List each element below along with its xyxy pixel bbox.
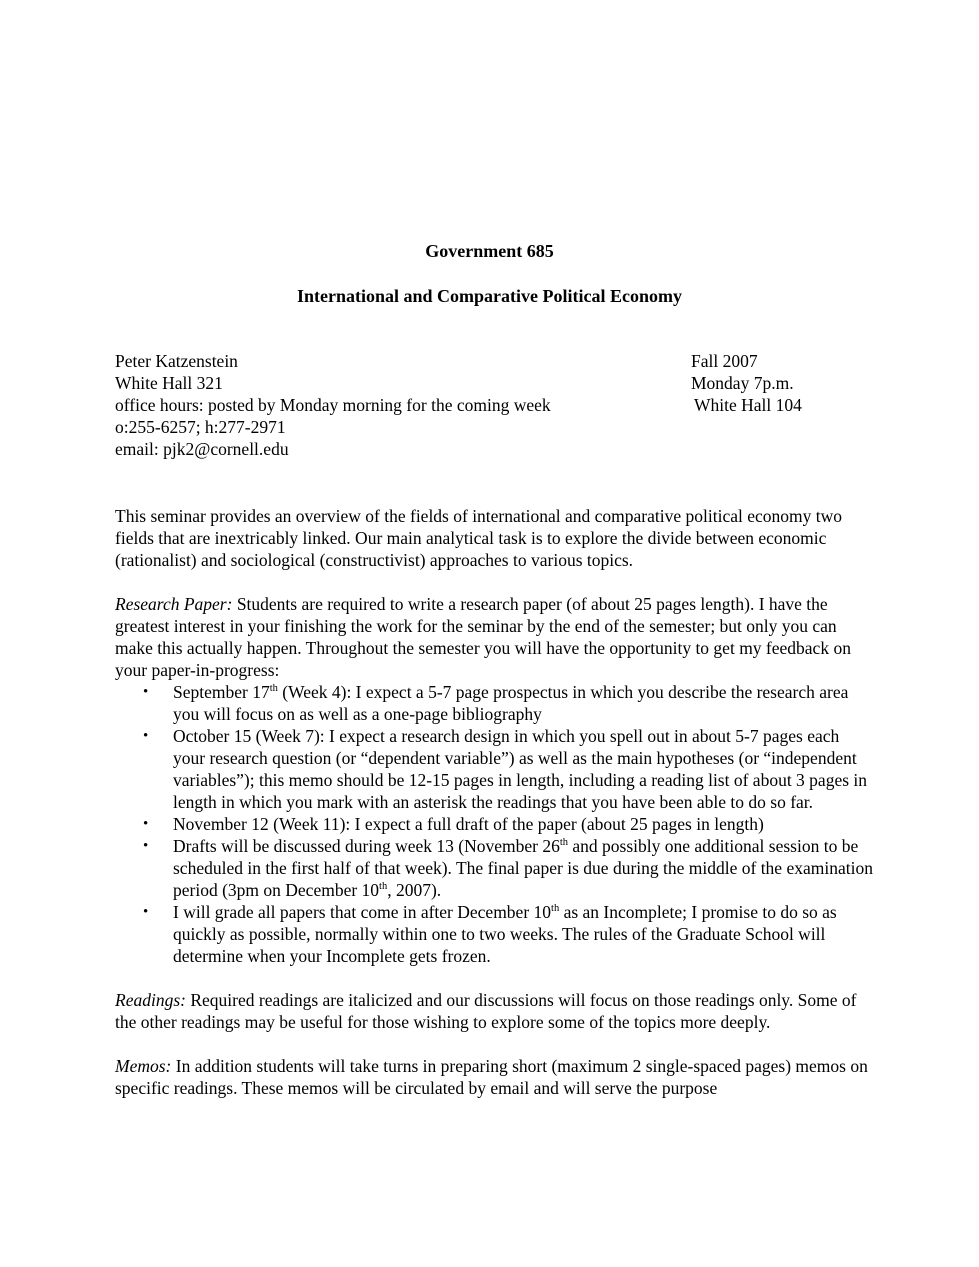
memos-text: In addition students will take turns in preparing short (maximum 2 single-spaced pages) memos on specific readings. These memos will be circulated by email and will serve the purpose [115, 1056, 868, 1098]
bullet-icon: • [143, 904, 149, 920]
course-title: International and Comparative Political Economy [297, 286, 682, 306]
memos-lead: Memos: [115, 1056, 172, 1076]
meeting-room: White Hall 104 [694, 395, 802, 415]
research-paper-paragraph [115, 593, 875, 681]
milestone-text: as an Incomplete; I promise to do so as quickly as possible, normally within one to two weeks. The rules of the Graduate School will determine when your Incomplete gets frozen. [173, 902, 837, 966]
ordinal-suffix: th [551, 903, 560, 915]
instructor-info [115, 350, 551, 460]
research-paper-lead: Research Paper: [115, 594, 233, 614]
milestone-text: September 17 [173, 682, 270, 702]
list-item [115, 901, 875, 967]
milestone-text: and possibly one additional session to be scheduled in the first half of that week). The final paper is due during the middle of the examination period (3pm on December 10 [173, 836, 873, 900]
bullet-icon: • [143, 684, 149, 700]
intro-paragraph: This seminar provides an overview of the fields of international and comparative political economy two fields that are inextricably linked. Our main analytical task is to explore the divide between economic (rationalist) and sociological (constructivist) approaches to various topics. [115, 506, 843, 570]
ordinal-suffix: th [379, 881, 388, 893]
milestone-text: Drafts will be discussed during week 13 (November 26 [173, 836, 560, 856]
readings-text: Required readings are italicized and our discussions will focus on those readings only. Some of the other readings may be useful for those wishing to explore some of the topics more deeply. [115, 990, 857, 1032]
milestone-list [115, 681, 875, 967]
office-hours: office hours: posted by Monday morning for the coming week [115, 395, 551, 415]
course-number: Government 685 [425, 241, 554, 261]
ordinal-suffix: th [269, 683, 278, 695]
phone-numbers: o:255-6257; h:277-2971 [115, 417, 286, 437]
research-paper-text: Students are required to write a research paper (of about 25 pages length). I have the greatest interest in your finishing the work for the seminar by the end of the semester; but only you can make this actually happen. Throughout the semester you will have the opportunity to get my feedback on your paper-in-progress: [115, 594, 851, 680]
milestone-text: October 15 (Week 7): I expect a research design in which you spell out in about 5-7 pages each your research question (or “dependent variable”) as well as the main hypotheses (or “independent variables”); this memo should be 12-15 pages in length, including a reading list of about 3 pages in length in which you mark with an asterisk the readings that you have been able to do so far. [173, 726, 868, 812]
milestone-text: I will grade all papers that come in after December 10 [173, 902, 552, 922]
bullet-icon: • [143, 816, 149, 832]
term: Fall 2007 [691, 351, 758, 371]
list-item [115, 813, 875, 835]
list-item [115, 835, 875, 901]
bullet-icon: • [143, 838, 149, 854]
milestone-text: , 2007). [387, 880, 442, 900]
milestone-text: (Week 4): I expect a 5-7 page prospectus in which you describe the research area you will focus on as well as a one-page bibliography [173, 682, 849, 724]
syllabus-body [115, 505, 875, 1099]
readings-lead: Readings: [115, 990, 186, 1010]
meeting-time: Monday 7p.m. [691, 373, 794, 393]
list-item [115, 725, 875, 813]
list-item [115, 681, 875, 725]
ordinal-suffix: th [559, 837, 569, 849]
milestone-text: November 12 (Week 11): I expect a full draft of the paper (about 25 pages in length) [173, 814, 764, 834]
readings-paragraph [115, 989, 875, 1033]
memos-paragraph [115, 1055, 875, 1099]
instructor-email: email: pjk2@cornell.edu [115, 439, 289, 459]
bullet-icon: • [143, 728, 149, 744]
instructor-name: Peter Katzenstein [115, 351, 238, 371]
instructor-office: White Hall 321 [115, 373, 223, 393]
class-info [691, 350, 802, 416]
